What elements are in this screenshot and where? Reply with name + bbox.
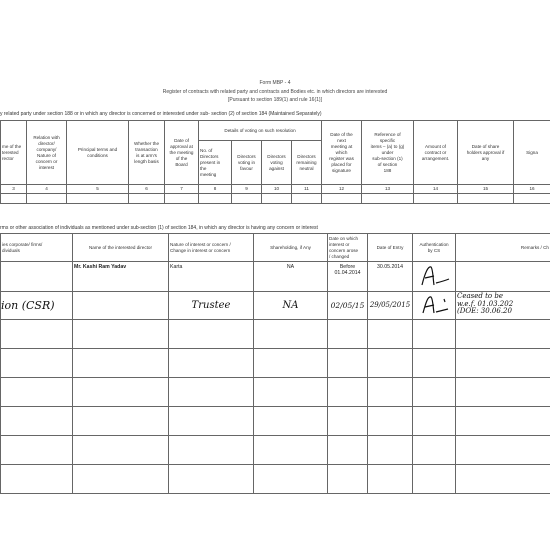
nature-cell: Trustee [169,292,254,320]
director-name-cell: Mr. Kashi Ram Yadav [73,262,169,292]
col-number: 16 [514,185,550,194]
col-nature-of-interest: Nature of interest or concern / Change in interest or concern [169,234,254,262]
date-arose-cell: Before 01.04.2014 [328,262,368,292]
col-interested-director: Name of the interested director [73,234,169,262]
cs-signature-cell [413,262,456,292]
col-next-meeting-date: Date of the next meeting at which register was placed for signature [322,121,362,185]
col-number: 7 [165,185,199,194]
part1-heading: y related party under section 188 or in which any director is concerned or interested under sub- section (2) of section 184 (Maintained Separately) [0,111,322,117]
col-relation: Relation with director/ company/ Nature of concern or interest [27,121,67,185]
nature-cell: Karta [169,262,254,292]
col-entity: ies corporate/ firms/ dividuals [1,234,73,262]
cs-signature-cell [413,292,456,320]
col-directors-present: No. of Directors present in the meeting [199,141,232,185]
col-number: 11 [292,185,322,194]
table-row [1,292,550,320]
related-party-table [0,120,550,204]
col-number: 8 [199,185,232,194]
col-date-arose: Date on which interest or concern arose / changed [328,234,368,262]
col-voting-favour: Directors voting in favour [232,141,262,185]
part2-heading: rms or other association of individuals as mentioned under sub-section (1) of section 184, in which any director is having any concern or interest [0,225,318,231]
table-row [1,349,550,378]
col-number: 13 [362,185,414,194]
col-director-name: me of the terested rector [1,121,27,185]
col-voting-against: Directors voting against [262,141,292,185]
form-title: Form MBP - 4 [259,80,291,86]
col-number: 10 [262,185,292,194]
table-row [1,436,550,465]
col-number: 3 [1,185,27,194]
col-number: 15 [458,185,514,194]
col-principal-terms: Principal terms and conditions [67,121,129,185]
col-arms-length: Whether the transaction is at arm's length basis [129,121,165,185]
entity-cell: ion (CSR) [1,292,73,320]
rule-reference: [Pursuant to section 189(1) and rule 16(1)] [228,97,322,103]
col-shareholder-approval: Date of share holders approval if any [458,121,514,185]
col-number: 5 [67,185,129,194]
table-row [1,407,550,436]
date-arose-cell: 02/05/15 [328,292,368,320]
table-row [1,465,550,494]
table-row [1,378,550,407]
signature-mark [416,293,452,317]
col-number: 4 [27,185,67,194]
col-signature: Signa [514,121,550,185]
date-entry-cell: 29/05/2015 [368,292,413,320]
table-row [1,320,550,349]
register-subtitle: Register of contracts with related party and contracts and Bodies etc. in which directors are interested [162,89,388,95]
shareholding-cell: NA [254,292,328,320]
remarks-cell [456,262,550,292]
col-shareholding: Shareholding, if Any [254,234,328,262]
col-voting-group: Details of voting on such resolution [199,121,322,141]
col-remarks: Remarks / Ch [456,234,550,262]
col-number: 6 [129,185,165,194]
col-remaining-neutral: Directors remaining neutral [292,141,322,185]
col-date-entry: Date of Entry [368,234,413,262]
shareholding-cell: NA [254,262,328,292]
date-entry-cell: 30.05.2014 [368,262,413,292]
director-name-cell [73,292,169,320]
col-number: 9 [232,185,262,194]
col-authentication: Authentication by CS [413,234,456,262]
col-amount: Amount of contract or arrangement. [414,121,458,185]
bodies-interest-table [0,233,550,494]
table-row [1,262,550,292]
col-number: 12 [322,185,362,194]
col-number: 14 [414,185,458,194]
entity-cell [1,262,73,292]
col-board-approval-date: Date of approval at the meeting of the Board [165,121,199,185]
signature-mark [416,263,452,289]
remarks-cell: Ceased to be w.e.f. 01.03.202 (DOE: 30.06.20 [456,292,550,320]
col-reference-items: Reference of specific items – (a) to (g) under sub-section (1) of section 188 [362,121,414,185]
